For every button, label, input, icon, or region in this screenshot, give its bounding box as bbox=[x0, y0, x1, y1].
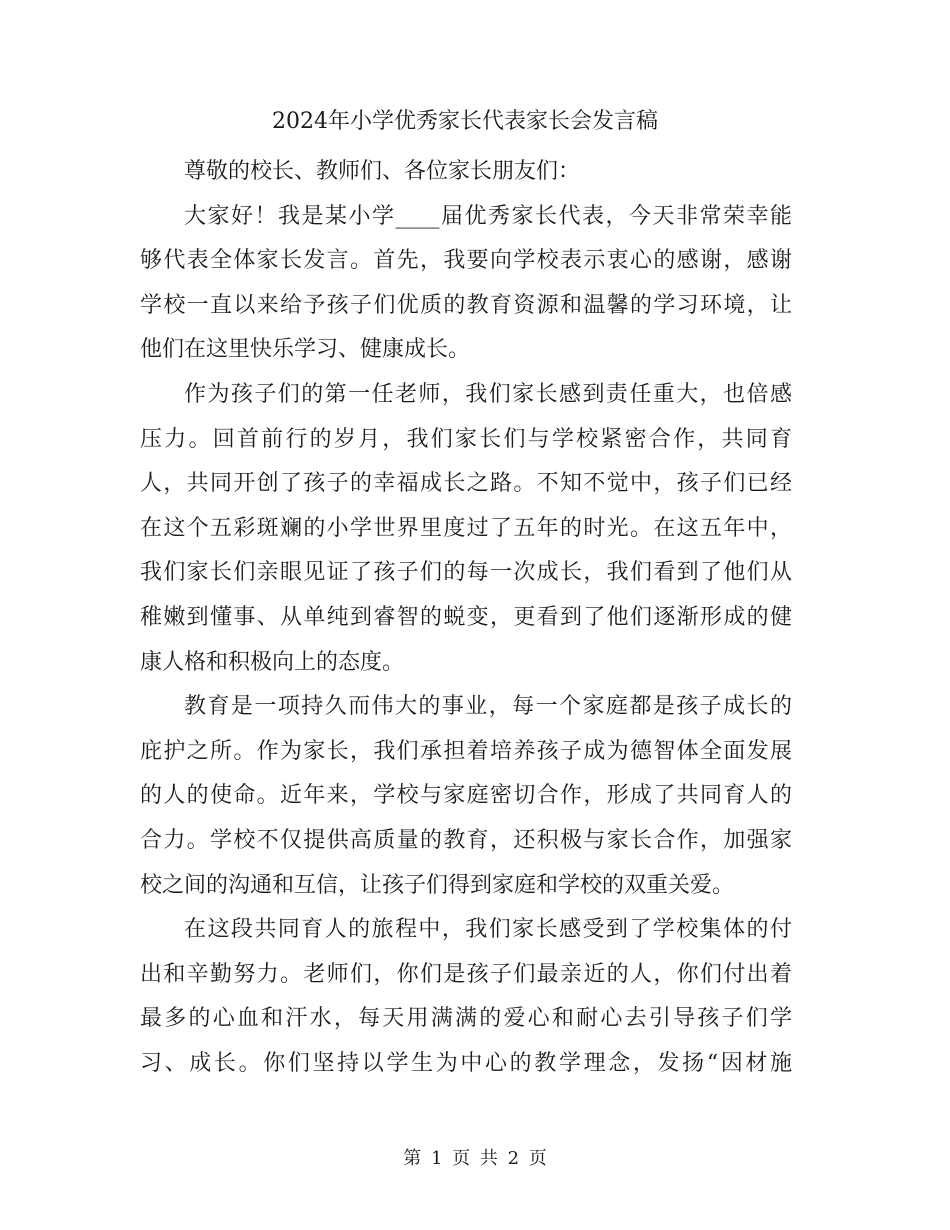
paragraph-line: 的人的使命。近年来，学校与家庭密切合作，形成了共同育人的 bbox=[140, 783, 792, 809]
paragraph-line: 教育是一项持久而伟大的事业，每一个家庭都是孩子成长的 bbox=[184, 694, 792, 720]
paragraph-line: 大家好！我是某小学____届优秀家长代表，今天非常荣幸能 bbox=[184, 203, 792, 229]
paragraph-line: 习、成长。你们坚持以学生为中心的教学理念，发扬“因材施 bbox=[140, 1050, 792, 1076]
paragraph-line: 我们家长们亲眼见证了孩子们的每一次成长，我们看到了他们从 bbox=[140, 560, 792, 586]
paragraph-line: 他们在这里快乐学习、健康成长。 bbox=[140, 337, 471, 363]
paragraph-line: 康人格和积极向上的态度。 bbox=[140, 649, 405, 675]
greeting-paragraph bbox=[140, 195, 792, 373]
paragraph-line: 校之间的沟通和互信，让孩子们得到家庭和学校的双重关爱。 bbox=[140, 872, 735, 898]
body-paragraph-2 bbox=[140, 685, 792, 908]
paragraph-line: 压力。回首前行的岁月，我们家长们与学校紧密合作，共同育 bbox=[140, 426, 792, 452]
paragraph-line: 稚嫩到懂事、从单纯到睿智的蜕变，更看到了他们逐渐形成的健 bbox=[140, 604, 792, 630]
paragraph-line: 尊敬的校长、教师们、各位家长朋友们： bbox=[184, 159, 581, 184]
page-number-footer: 第 1 页 共 2 页 bbox=[403, 1148, 547, 1169]
paragraph-line: 作为孩子们的第一任老师，我们家长感到责任重大，也倍感 bbox=[184, 381, 792, 407]
body-paragraph-3 bbox=[140, 908, 792, 1086]
paragraph-line: 最多的心血和汗水，每天用满满的爱心和耐心去引导孩子们学 bbox=[140, 1006, 792, 1032]
paragraph-line: 人，共同开创了孩子的幸福成长之路。不知不觉中，孩子们已经 bbox=[140, 471, 792, 497]
paragraph-line: 出和辛勤努力。老师们，你们是孩子们最亲近的人，你们付出着 bbox=[140, 961, 792, 987]
document-title: 2024年小学优秀家长代表家长会发言稿 bbox=[272, 109, 658, 134]
document-body bbox=[140, 150, 792, 1086]
body-paragraph-1 bbox=[140, 373, 792, 685]
salutation-paragraph bbox=[140, 150, 792, 195]
paragraph-line: 合力。学校不仅提供高质量的教育，还积极与家长合作，加强家 bbox=[140, 827, 792, 853]
paragraph-line: 在这段共同育人的旅程中，我们家长感受到了学校集体的付 bbox=[184, 917, 792, 943]
paragraph-line: 在这个五彩斑斓的小学世界里度过了五年的时光。在这五年中， bbox=[140, 515, 792, 541]
paragraph-line: 够代表全体家长发言。首先，我要向学校表示衷心的感谢，感谢 bbox=[140, 248, 792, 274]
paragraph-line: 庇护之所。作为家长，我们承担着培养孩子成为德智体全面发展 bbox=[140, 738, 792, 764]
paragraph-line: 学校一直以来给予孩子们优质的教育资源和温馨的学习环境，让 bbox=[140, 292, 792, 318]
